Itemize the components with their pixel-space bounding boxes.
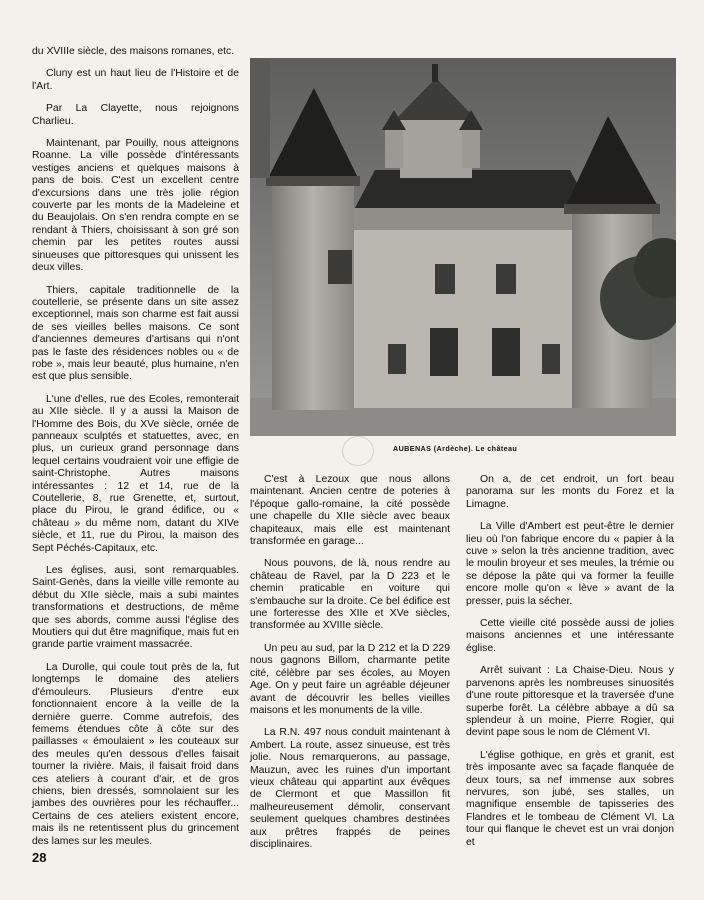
paragraph: C'est à Lezoux que nous allons maintenant. Ancien centre de poteries à l'époque gallo-romaine, la cité possède une chapelle du XIIe siècle avec beaux chapiteaux, mais elle est maintenant transformée en garage...: [250, 474, 450, 548]
paragraph: Nous pouvons, de là, nous rendre au château de Ravel, par la D 223 et le chemin praticable en voiture qui s'embauche sur la droite. Ce bel édifice est une forteresse des XIIe et XVe siècles, transformée au XVIIIe siècle.: [250, 558, 450, 632]
paragraph: Un peu au sud, par la D 212 et la D 229 nous gagnons Billom, charmante petite cité, célèbre par ses écoles, au Moyen Age. On y peut faire un agréable déjeuner avant de découvrir les belles vieilles maisons et les monuments de la ville.: [250, 642, 450, 716]
text-column-middle: [250, 474, 450, 861]
paragraph: L'église gothique, en grès et granit, est très imposante avec sa façade flanquée de deux tours, sa nef immense aux sobres nervures, son jubé, ses stalles, un magnifique ensemble de tapisseries des Flandres et le tombeau de Clément VI. La tour qui flanque le chevet est un vrai donjon et: [466, 749, 674, 848]
paragraph: Par La Clayette, nous rejoignons Charlieu.: [32, 103, 239, 127]
page-number: 28: [32, 850, 47, 865]
text-column-left: [32, 46, 239, 858]
library-stamp: [342, 436, 374, 466]
paragraph: La R.N. 497 nous conduit maintenant à Ambert. La route, assez sinueuse, est très jolie. Nous remarquerons, au passage, Mauzun, avec les ruines d'un important vieux château qui appartint aux évêques de Clermont et que Massillon fit malheureusement démolir, conservant seulement quelques chambres destinées aux prêtres frappés de peines disciplinaires.: [250, 727, 450, 850]
photo-caption: AUBENAS (Ardèche). Le château: [393, 444, 518, 453]
text-column-right: [466, 474, 674, 859]
paragraph: Maintenant, par Pouilly, nous atteignons Roanne. La ville possède d'intéressants vestiges anciens et quelques maisons à pans de bois. C'est un excellent centre d'excursions dans une très jolie région couverte par les monts de la Madeleine et du Beaujolais. On s'en rendra compte en se rendant à Thiers, choisissant à son gré son chemin par les petites routes aussi sinueuses que pittoresques qui unissent les deux villes.: [32, 138, 239, 274]
paragraph: du XVIIIe siècle, des maisons romanes, etc.: [32, 46, 235, 57]
paragraph: L'une d'elles, rue des Ecoles, remonterait au XIIe siècle. Il y a aussi la Maison de l'Homme des Bois, du XVe siècle, ornée de panneaux sculptés et statuettes, avec, en plus, un curieux grand personnage dans lequel certains voudraient voir une effigie de saint-Christophe. Autres maisons intéressantes : 12 et 14, rue de la Coutellerie, 8, rue Grenette, et, surtout, place du Pirou, le grand édifice, ou « château » du même nom, datant du XIVe siècle, et 11, rue du Pirou, la maison des Sept Péchés-Capitaux, etc.: [32, 393, 239, 554]
paragraph: La Ville d'Ambert est peut-être le dernier lieu où l'on fabrique encore du « papier à la cuve » selon la très ancienne tradition, avec le moulin broyeur et ses meules, la trémie ou se dépose la pâte qui va former la feuille encore molle qu'on « lève » avant de la presser, puis la sécher.: [466, 521, 674, 607]
paragraph: Cluny est un haut lieu de l'Histoire et de l'Art.: [32, 68, 239, 92]
paragraph: Arrêt suivant : La Chaise-Dieu. Nous y parvenons après les nombreuses sinuosités d'une route pittoresque et la traversée d'une superbe forêt. La célèbre abbaye a dû sa splendeur à un moine, Pierre Rogier, qui devint pape sous le nom de Clément VI.: [466, 665, 674, 739]
paragraph: Les églises, ausi, sont remarquables. Saint-Genès, dans la vieille ville remonte au début du XIIe siècle, mais a subi maintes transformations et destructions, de même que ses abords, comme aussi l'église des Moutiers qui dut être magnifique, mais fut en grande partie vraiment massacrée.: [32, 565, 239, 651]
paragraph: Thiers, capitale traditionnelle de la coutellerie, se présente dans un site assez exceptionnel, mais son charme est fait aussi de ses vieilles belles maisons. Ce sont d'anciennes demeures d'artisans qui n'ont pas le faste des résidences nobles ou « de robe », mais leur beauté, plus humaine, n'en est que plus sensible.: [32, 284, 239, 383]
castle-illustration: [250, 58, 676, 436]
castle-photo: [250, 58, 676, 436]
paragraph: On a, de cet endroit, un fort beau panorama sur les monts du Forez et la Limagne.: [466, 474, 674, 510]
paragraph: Cette vieille cité possède aussi de jolies maisons anciennes et une intéressante église.: [466, 618, 674, 654]
paragraph: La Durolle, qui coule tout près de la, fut longtemps le domaine des ateliers d'émouleurs. Plusieurs d'entre eux fonctionnaient encore à la veille de la dernière guerre. Comme autrefois, des femems étendues côte à côte sur des paillasses « émoulaient » les couteaux sur des meules qu'en dessous d'elles faisait tourner la rivière. Mais, il faisait froid dans ces ateliers à courant d'air, et de gros chiens, bien dressés, somnolaient sur les jambes des ouvrières pour les réchauffer... Certains de ces ateliers existent encore, mais ils ne retentissent plus du grincement des lames sur les meules.: [32, 661, 239, 847]
